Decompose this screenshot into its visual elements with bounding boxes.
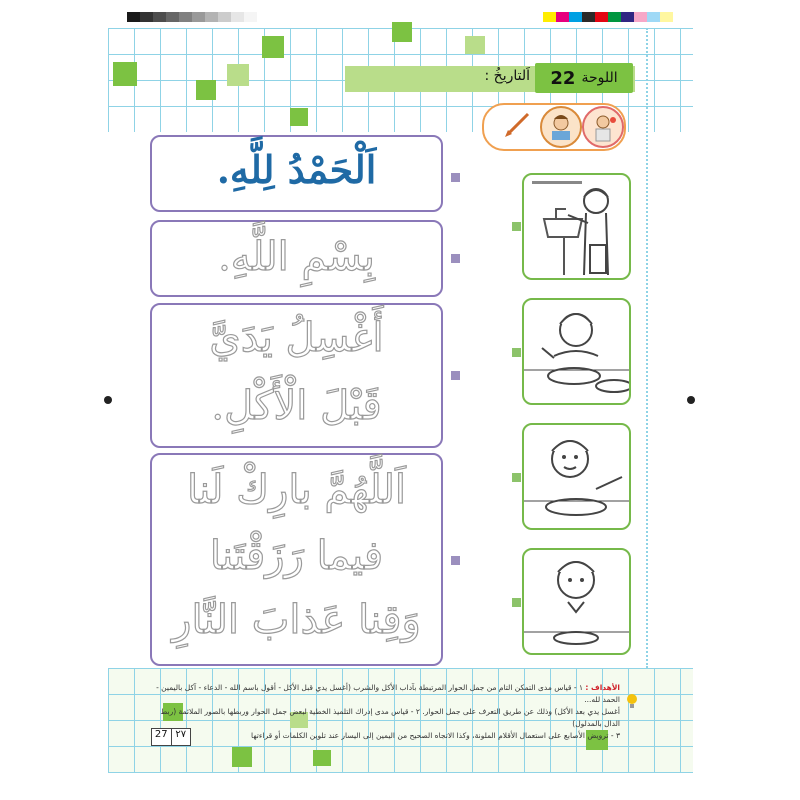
tracing-text: بِسْمِ اللَّهِ. <box>218 234 375 280</box>
tracing-text: قَبْلَ الْأَكْلِ. <box>211 383 382 429</box>
pencil-icon <box>500 108 534 146</box>
objectives-text-1: ١ - قياس مدى التمكن التام من جمل الحوار المرتبطة بآداب الأكل والشرب (أغسل يدي قبل الأكل - أقول باسم الله - الدعاء - آكل باليمين - الحمد لله... <box>156 683 620 704</box>
page-number-right: ٢٧ <box>175 729 187 740</box>
deco-square <box>113 62 137 86</box>
objectives-block <box>150 682 620 742</box>
praying-hands-illustration <box>524 550 629 653</box>
tracing-panel-3 <box>150 303 443 448</box>
tracing-panel-2 <box>150 220 443 297</box>
eating-spoon-illustration <box>524 300 629 403</box>
deco-square <box>465 36 485 54</box>
picture-eating-soup <box>522 423 631 530</box>
deco-square <box>392 22 412 42</box>
tracing-text: أَغْسِلُ يَدَيَّ <box>209 315 384 361</box>
eating-soup-illustration <box>524 425 629 528</box>
page-number-box <box>151 728 191 746</box>
match-dot[interactable] <box>512 222 521 231</box>
objectives-line-1 <box>150 682 620 706</box>
match-dot[interactable] <box>512 473 521 482</box>
board-box <box>535 63 633 93</box>
board-label: اللوحة <box>581 70 618 86</box>
registration-mark <box>104 396 112 404</box>
grayscale-bar <box>127 12 257 22</box>
washing-hands-illustration <box>524 175 629 278</box>
deco-square <box>262 36 284 58</box>
tracing-text: فيما رَزَقْتَنا <box>209 533 384 579</box>
match-dot[interactable] <box>512 598 521 607</box>
lightbulb-icon <box>625 692 639 714</box>
page-edge-line <box>646 28 648 668</box>
objectives-label: الأهداف : <box>585 683 620 692</box>
match-dot[interactable] <box>451 371 460 380</box>
tracing-text: وَقِنا عَذابَ النَّارِ <box>172 597 421 643</box>
child-reading-icon <box>540 106 582 148</box>
color-bar <box>543 12 673 22</box>
registration-mark <box>687 396 695 404</box>
deco-square <box>196 80 216 100</box>
match-dot[interactable] <box>451 173 460 182</box>
example-sentence: اَلْحَمْدُ لِلَّهِ. <box>216 147 377 192</box>
deco-square <box>313 750 331 766</box>
objectives-line-2: أغسل يدي بعد الأكل) وذلك عن طريق التعرف على جمل الحوار. ٢ - قياس مدى إدراك التلميذ الخطية لبعض جمل الحوار وربطها بالصور الملائمة (ربط الدال بالمدلول) <box>160 707 620 728</box>
picture-eating-spoon <box>522 298 631 405</box>
deco-square <box>232 747 252 767</box>
deco-square <box>290 108 308 126</box>
page-number-left: 27 <box>152 729 172 745</box>
date-label: اَلتاريخُ : <box>484 68 530 84</box>
objectives-line-3: ٣ - ترويض الأصابع على استعمال الأقلام الملونة، وكذا الاتجاه الصحيح من اليمين إلى اليسار عند تلوين الكلمات أو قراءتها <box>251 731 620 740</box>
match-dot[interactable] <box>451 254 460 263</box>
tracing-panel-4 <box>150 453 443 666</box>
deco-square <box>227 64 249 86</box>
teacher-icon <box>582 106 624 148</box>
tracing-text: اَللَّهُمَّ بارِكْ لَنا <box>186 467 407 513</box>
picture-washing-hands <box>522 173 631 280</box>
picture-praying-hands <box>522 548 631 655</box>
board-number: 22 <box>550 67 576 89</box>
match-dot[interactable] <box>451 556 460 565</box>
match-dot[interactable] <box>512 348 521 357</box>
tracing-panel-1 <box>150 135 443 212</box>
